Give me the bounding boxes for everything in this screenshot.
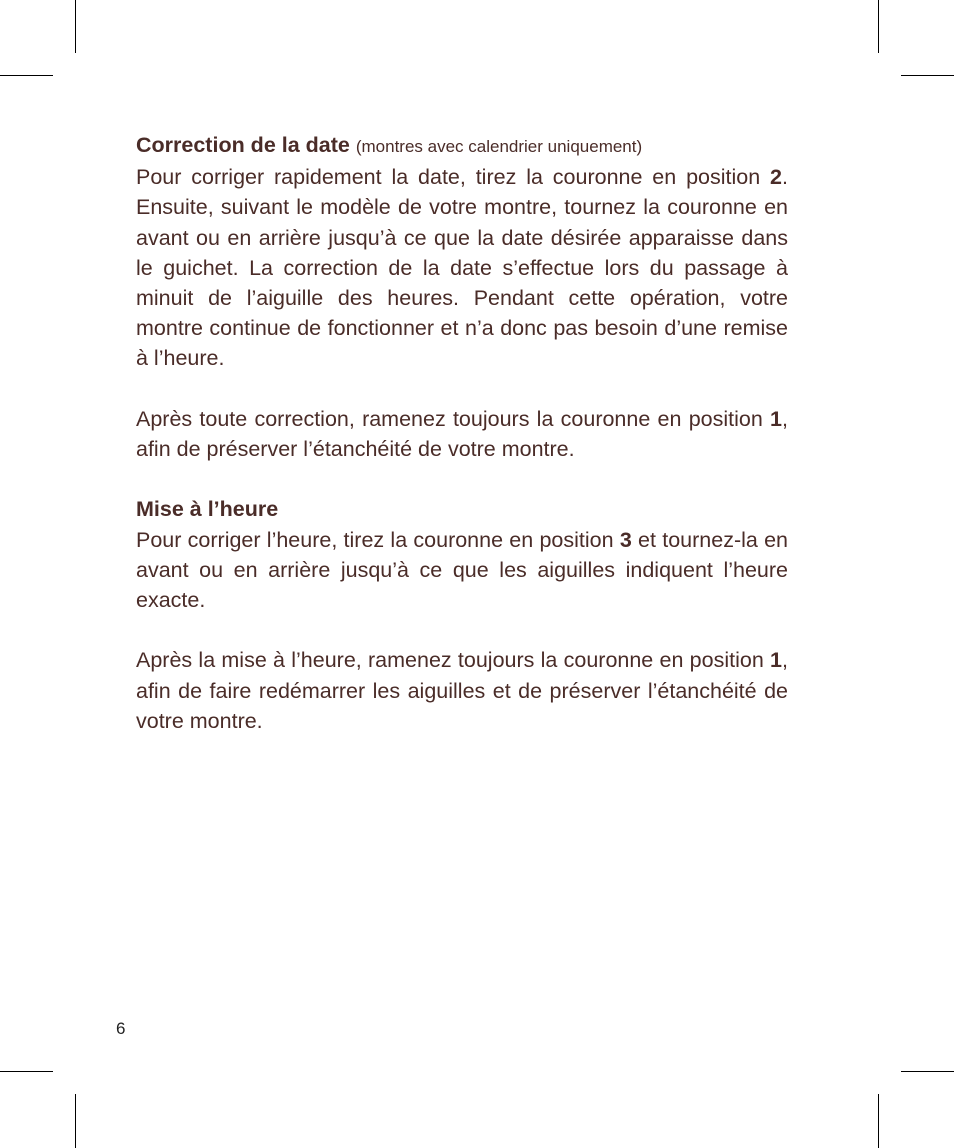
crop-mark-top-left-vertical: [75, 0, 76, 53]
crop-mark-bottom-right-horizontal: [901, 1071, 954, 1072]
paragraph-gap: [136, 615, 788, 645]
crop-mark-top-left-horizontal: [0, 75, 53, 76]
time-paragraph-1: [136, 525, 788, 616]
time-paragraph-2-text-cont: , afin de faire redémarrer les aiguilles et de préserver l’étanchéité de votre montre.: [136, 648, 788, 733]
date-paragraph-2-text-cont: , afin de préserver l’étanchéité de votre montre.: [136, 406, 788, 462]
crop-mark-bottom-left-vertical: [75, 1094, 76, 1148]
position-number: 1: [770, 406, 783, 431]
paragraph-gap: [136, 374, 788, 404]
crop-mark-bottom-right-vertical: [878, 1094, 879, 1148]
date-paragraph-1: [136, 162, 788, 373]
time-paragraph-1-text-cont: et tournez-la en avant ou en arrière jusqu’à ce que les aiguilles indiquent l’heure exacte.: [136, 527, 788, 613]
date-paragraph-2-text: Après toute correction, ramenez toujours la couronne en position: [136, 406, 771, 431]
date-paragraph-1-text-cont: . Ensuite, suivant le modèle de votre montre, tournez la couronne en avant ou en arrière jusqu’à ce que la date désirée apparaisse dans le guichet. La correction de la date s’effectue lors du passage à minuit de l’aiguille des heures. Pendant cette opération, votre montre continue de fonctionner et n’a donc pas besoin d’une remise à l’heure.: [136, 165, 788, 371]
position-number: 3: [619, 527, 632, 552]
section-heading-time: Mise à l’heure: [136, 497, 279, 522]
section-title-date: Correction de la date: [136, 133, 350, 157]
section-heading-date: [136, 130, 788, 162]
paragraph-gap: [136, 464, 788, 494]
position-number: 2: [770, 165, 783, 190]
crop-mark-top-right-horizontal: [901, 75, 954, 76]
date-paragraph-1-text: Pour corriger rapidement la date, tirez la couronne en position: [136, 165, 771, 190]
page-number: 6: [116, 1019, 126, 1038]
time-paragraph-1-text: Pour corriger l’heure, tirez la couronne en position: [136, 527, 620, 552]
date-paragraph-2: [136, 404, 788, 464]
crop-mark-bottom-left-horizontal: [0, 1071, 53, 1072]
time-paragraph-2: [136, 645, 788, 736]
section-title-note: (montres avec calendrier uniquement): [355, 137, 643, 156]
crop-mark-top-right-vertical: [878, 0, 879, 53]
page-content: [136, 130, 788, 736]
time-paragraph-2-text: Après la mise à l’heure, ramenez toujours la couronne en position: [136, 648, 771, 673]
position-number: 1: [770, 648, 783, 673]
